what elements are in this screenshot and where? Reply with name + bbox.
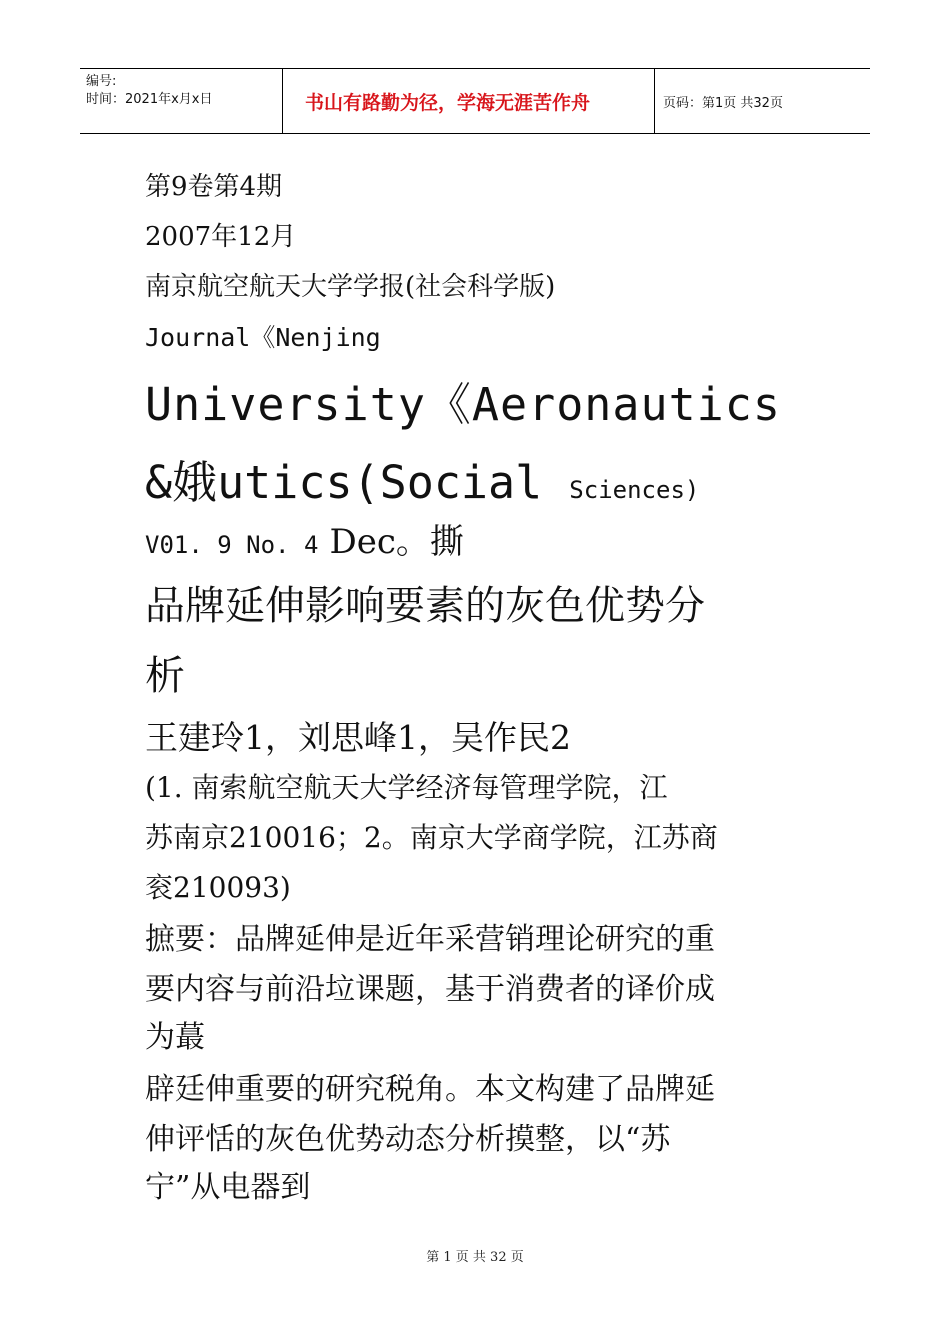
abstract-line-5: 伸评恬的灰色优势动态分析摸整，以“苏 [145,1122,671,1157]
time-label: 时间：2021年x月x日 [86,92,213,107]
code-label: 编号: [86,74,117,89]
journal-en-3a: &娥utics(Social [145,456,543,509]
abstract-line-2: 要内容与前沿垃课题，基于消费者的译价成 [145,972,715,1007]
volume-line: 第9卷第4期 [145,172,283,202]
header-meta [80,69,282,133]
journal-en-1: Journal《Nenjing [145,323,381,352]
article-title-2: 析 [145,653,185,699]
page-footer: 第 1 页 共 32 页 [426,1250,524,1265]
vol-en-a: V01. 9 No. 4 [145,531,319,559]
affiliation-3: 衮210093) [145,871,291,904]
header-motto: 书山有路勤为径，学海无涯苦作舟 [282,69,655,133]
affiliation-1: (1. 南索航空航天大学经济每管理学院，江 [145,771,668,804]
vol-en-b: Dec。撕 [329,522,464,562]
abstract-line-3: 为蕞 [145,1020,205,1055]
authors-line: 王建玲1，刘思峰1，吴作民2 [145,718,571,757]
header-page-info: 页码：第1页 共32页 [663,95,783,111]
journal-en-3b: Sciences) [569,476,700,504]
journal-cn: 南京航空航天大学学报(社会科学版) [145,272,556,302]
journal-en-3 [145,446,825,509]
abstract-line-4: 辟廷伸重要的研究税角。本文构建了品牌延 [145,1072,715,1107]
article-title-1: 品牌延伸影响要素的灰色优势分 [145,583,705,629]
date-line: 2007年12月 [145,222,297,252]
abstract-line-6: 宁”从电器到 [145,1170,311,1205]
header-table [80,68,870,134]
affiliation-2: 苏南京210016；2。南京大学商学院，江苏商 [145,821,718,854]
journal-en-2: University《Aeronautics [145,378,781,431]
abstract-line-1: 摭要：品牌延伸是近年采营销理论研究的重 [145,922,715,957]
vol-en-line [145,514,825,563]
